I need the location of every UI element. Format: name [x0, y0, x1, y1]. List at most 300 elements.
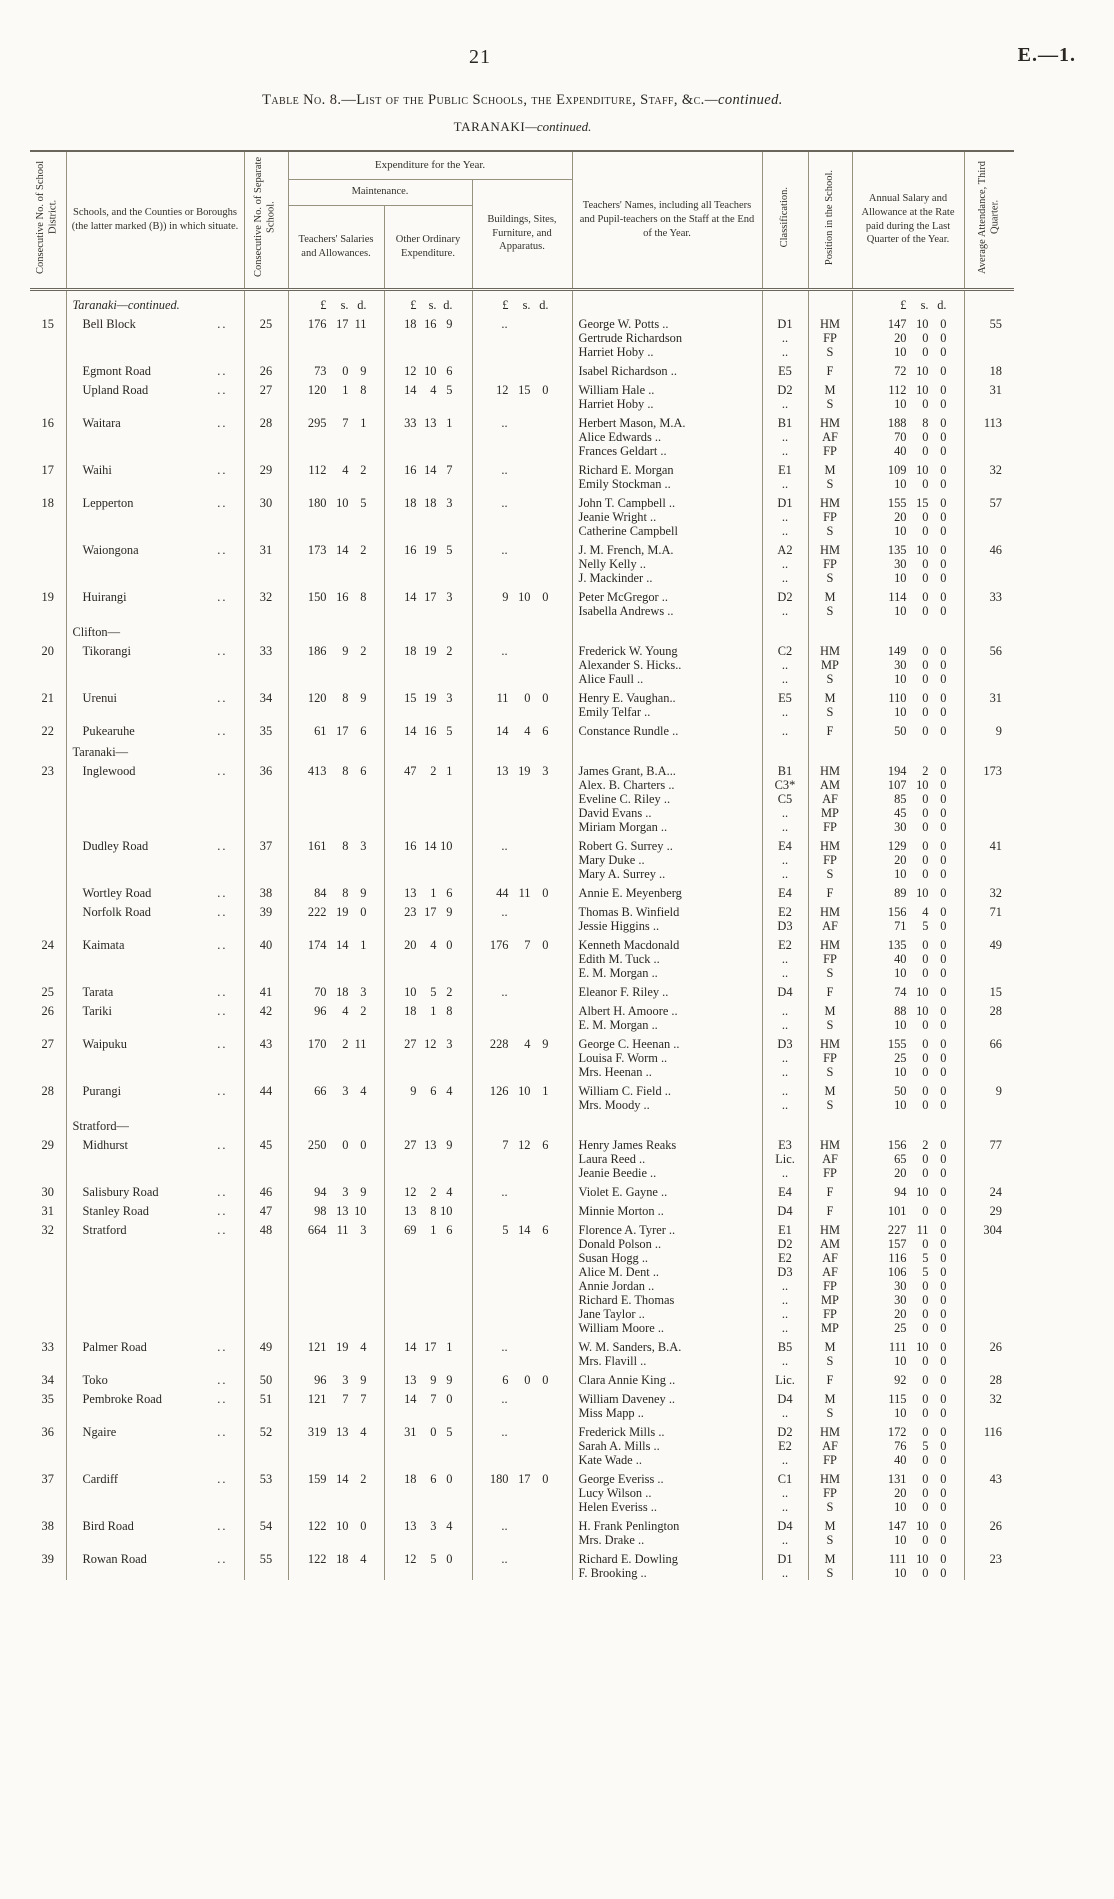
district-number	[30, 378, 66, 397]
shillings-value: 4	[524, 723, 531, 738]
shillings-value: 12	[424, 1036, 437, 1051]
district-number-cell	[30, 1166, 66, 1180]
group-row	[30, 738, 1014, 759]
buildings-cell	[472, 966, 572, 980]
teacher-name: George W. Potts ..	[572, 312, 762, 331]
buildings-cell	[472, 919, 572, 933]
pounds-value: 176	[489, 937, 509, 952]
pounds-value: 10	[894, 603, 907, 618]
attendance-value	[964, 1251, 1014, 1265]
other-expenditure-value	[384, 980, 472, 999]
pence-value: 0	[940, 462, 947, 477]
pence-value: 0	[940, 495, 947, 510]
teacher-name: Sarah A. Mills ..	[572, 1439, 762, 1453]
position-value: M	[808, 378, 852, 397]
teacher-name: William C. Field ..	[572, 1079, 762, 1098]
shillings-value: 0	[922, 1064, 929, 1079]
position-value: HM	[808, 312, 852, 331]
shillings-value: 8	[342, 885, 349, 900]
salaries-cell	[288, 1533, 384, 1547]
classification-value: C3*	[762, 778, 808, 792]
buildings-cell	[472, 1406, 572, 1420]
dots-leader: ..	[217, 1471, 228, 1486]
position-value: HM	[808, 639, 852, 658]
school-name-text: Waitara	[82, 415, 121, 430]
buildings-cell	[472, 806, 572, 820]
shillings-value: 0	[342, 363, 349, 378]
shillings-value: 10	[916, 462, 929, 477]
salaries-value	[288, 900, 384, 919]
school-number-cell	[244, 1018, 288, 1032]
district-number-cell	[30, 1533, 66, 1547]
other-expenditure-value	[384, 686, 472, 705]
pence-value: 0	[940, 671, 947, 686]
pence-value: 0	[940, 1097, 947, 1112]
buildings-cell	[472, 524, 572, 538]
school-number-cell	[244, 1251, 288, 1265]
shillings-value: 10	[518, 589, 531, 604]
school-number: 51	[244, 1387, 288, 1406]
shillings-value: 13	[424, 415, 437, 430]
table-row	[30, 900, 1014, 919]
position-value: FP	[808, 820, 852, 834]
buildings-value	[472, 933, 572, 952]
school-name-cell	[66, 345, 244, 359]
pence-value: 0	[940, 777, 947, 792]
pounds-value: 16	[404, 542, 417, 557]
position-value: AM	[808, 778, 852, 792]
pence-value: 10	[354, 1203, 367, 1218]
shillings-value: 10	[916, 1518, 929, 1533]
teacher-name-cell	[572, 289, 762, 312]
shillings-value: 0	[922, 852, 929, 867]
teacher-name: Miriam Morgan ..	[572, 820, 762, 834]
shillings-value: 10	[916, 885, 929, 900]
dots-leader: ..	[217, 937, 228, 952]
other-expenditure-cell	[384, 1500, 472, 1514]
salaries-cell	[288, 1279, 384, 1293]
pounds-value: 88	[894, 1003, 907, 1018]
buildings-cell	[472, 571, 572, 585]
school-number-cell	[244, 477, 288, 491]
table-row	[30, 1265, 1014, 1279]
classification-value: D3	[762, 1265, 808, 1279]
annual-salary-value	[852, 345, 964, 359]
other-expenditure-cell	[384, 952, 472, 966]
school-number-cell	[244, 604, 288, 618]
dots-leader: ..	[217, 462, 228, 477]
salaries-cell	[288, 331, 384, 345]
header-district-no-text: Consecutive No. of School District.	[35, 160, 59, 274]
header-school-no-text: Consecutive No. of Separate School.	[253, 157, 277, 278]
buildings-value	[472, 458, 572, 477]
pounds-value: 186	[307, 643, 327, 658]
district-number-cell	[30, 1453, 66, 1467]
shillings-value: 11	[336, 1222, 349, 1237]
classification-value: ..	[762, 705, 808, 719]
table-row	[30, 867, 1014, 881]
other-expenditure-cell	[384, 1279, 472, 1293]
shillings-value: 0	[922, 723, 929, 738]
table-row	[30, 557, 1014, 571]
district-number	[30, 881, 66, 900]
pounds-value: 10	[894, 523, 907, 538]
teacher-name: Lucy Wilson ..	[572, 1486, 762, 1500]
teacher-name: Kenneth Macdonald	[572, 933, 762, 952]
pence-value: 0	[940, 1050, 947, 1065]
classification-value: ..	[762, 1166, 808, 1180]
teacher-name-cell	[572, 618, 762, 639]
salaries-cell	[288, 1566, 384, 1580]
annual-salary-value	[852, 1133, 964, 1152]
position-value: MP	[808, 806, 852, 820]
pounds-value: 295	[307, 415, 327, 430]
position-value: FP	[808, 510, 852, 524]
position-value: MP	[808, 1293, 852, 1307]
shillings-value: 6	[430, 1471, 437, 1486]
pence-value: 0	[940, 1036, 947, 1051]
salaries-currency-header	[288, 289, 384, 312]
other-currency-header	[384, 738, 472, 759]
pence-value: 0	[940, 396, 947, 411]
teacher-name: Alice Edwards ..	[572, 430, 762, 444]
annual-salary-value	[852, 966, 964, 980]
shillings-value: 0	[524, 690, 531, 705]
other-expenditure-cell	[384, 1321, 472, 1335]
classification-value: E2	[762, 1439, 808, 1453]
position-value: M	[808, 1335, 852, 1354]
annual-salary-value	[852, 919, 964, 933]
school-name	[66, 999, 244, 1018]
district-number-cell	[30, 672, 66, 686]
header-schools: Schools, and the Counties or Boroughs (the latter marked (B)) in which situate.	[66, 151, 244, 289]
district-number-cell	[30, 477, 66, 491]
district-number-cell	[30, 792, 66, 806]
position-value: F	[808, 719, 852, 738]
pounds-value: 13	[404, 1518, 417, 1533]
pence-value: 0	[940, 1064, 947, 1079]
annual-salary-value	[852, 1533, 964, 1547]
school-number: 27	[244, 378, 288, 397]
pounds-value: 14	[404, 382, 417, 397]
pounds-value: 85	[894, 791, 907, 806]
attendance-value	[964, 1566, 1014, 1580]
teacher-name: Isabel Richardson ..	[572, 359, 762, 378]
shillings-value: 13	[336, 1424, 349, 1439]
pence-value: 3	[360, 838, 367, 853]
pounds-value: 47	[404, 763, 417, 778]
classification-value: ..	[762, 820, 808, 834]
pounds-value: 135	[887, 542, 907, 557]
shillings-value: 4	[922, 904, 929, 919]
attendance-value	[964, 1439, 1014, 1453]
classification-value: E4	[762, 834, 808, 853]
table-row	[30, 444, 1014, 458]
classification-cell	[762, 738, 808, 759]
header-buildings: Buildings, Sites, Furniture, and Apparatus.	[472, 179, 572, 289]
school-number-cell	[244, 1406, 288, 1420]
nil-dots: ..	[501, 462, 508, 477]
buildings-cell	[472, 1166, 572, 1180]
school-number-cell	[244, 1098, 288, 1112]
shillings-value: 16	[336, 589, 349, 604]
shillings-value: 2	[922, 1137, 929, 1152]
pence-value: 3	[446, 495, 453, 510]
annual-salary-value	[852, 491, 964, 510]
pounds-value: 413	[307, 763, 327, 778]
shillings-value: 1	[342, 382, 349, 397]
annual-salary-value	[852, 1018, 964, 1032]
position-value: S	[808, 524, 852, 538]
dots-leader: ..	[217, 1137, 228, 1152]
pounds-value: 44	[496, 885, 509, 900]
other-expenditure-value	[384, 900, 472, 919]
salaries-value	[288, 1420, 384, 1439]
shillings-symbol: s.	[340, 297, 349, 312]
pence-value: 0	[940, 443, 947, 458]
buildings-value	[472, 1079, 572, 1098]
pounds-value: 14	[404, 1339, 417, 1354]
salaries-value	[288, 719, 384, 738]
pence-value: 5	[446, 542, 453, 557]
salaries-cell	[288, 952, 384, 966]
teacher-name: Mrs. Heenan ..	[572, 1065, 762, 1079]
school-name-text: Kaimata	[82, 937, 125, 952]
salaries-cell	[288, 1018, 384, 1032]
buildings-cell	[472, 1354, 572, 1368]
pounds-value: 73	[314, 363, 327, 378]
classification-value: ..	[762, 571, 808, 585]
buildings-cell	[472, 477, 572, 491]
school-number-cell	[244, 1486, 288, 1500]
classification-value: E3	[762, 1133, 808, 1152]
shillings-value: 8	[342, 690, 349, 705]
teacher-name: Emily Telfar ..	[572, 705, 762, 719]
header-teachers-names: Teachers' Names, including all Teachers and Pupil-teachers on the Staff at the End of the Year.	[572, 151, 762, 289]
pence-value: 6	[542, 1222, 549, 1237]
pounds-value: 121	[307, 1339, 327, 1354]
shillings-value: 10	[916, 316, 929, 331]
teacher-name: William Daveney ..	[572, 1387, 762, 1406]
pence-value: 0	[446, 937, 453, 952]
dots-leader: ..	[217, 1184, 228, 1199]
pounds-value: 23	[404, 904, 417, 919]
table-row	[30, 1032, 1014, 1051]
group-row	[30, 1112, 1014, 1133]
shillings-value: 0	[922, 476, 929, 491]
pence-value: 9	[446, 1372, 453, 1387]
annual-salary-value	[852, 1307, 964, 1321]
teacher-name: Mary Duke ..	[572, 853, 762, 867]
shillings-value: 0	[524, 1372, 531, 1387]
table-title	[20, 92, 1025, 109]
other-expenditure-value	[384, 1547, 472, 1566]
table-body	[30, 289, 1014, 1580]
school-number: 41	[244, 980, 288, 999]
school-name-text: Egmont Road	[82, 363, 151, 378]
shillings-value: 14	[336, 937, 349, 952]
pence-value: 3	[446, 690, 453, 705]
classification-value: ..	[762, 1079, 808, 1098]
pounds-value: 222	[307, 904, 327, 919]
pence-value: 5	[446, 723, 453, 738]
group-label: Taranaki—continued.	[66, 289, 244, 312]
district-number-cell	[30, 1279, 66, 1293]
table-row	[30, 820, 1014, 834]
pounds-value: 20	[404, 937, 417, 952]
school-name-text: Waipuku	[82, 1036, 127, 1051]
school-name	[66, 1420, 244, 1439]
nil-dots: ..	[501, 1424, 508, 1439]
pounds-value: 173	[307, 542, 327, 557]
shillings-value: 5	[430, 1551, 437, 1566]
buildings-value	[472, 719, 572, 738]
other-expenditure-cell	[384, 1439, 472, 1453]
salaries-cell	[288, 397, 384, 411]
school-name-text: Lepperton	[82, 495, 134, 510]
teacher-name: Frederick W. Young	[572, 639, 762, 658]
pounds-value: 6	[502, 1372, 509, 1387]
other-expenditure-cell	[384, 820, 472, 834]
school-name-cell	[66, 524, 244, 538]
other-expenditure-cell	[384, 510, 472, 524]
shillings-value: 10	[916, 1003, 929, 1018]
school-name	[66, 378, 244, 397]
table-row	[30, 458, 1014, 477]
district-number-cell	[30, 658, 66, 672]
classification-value: E5	[762, 686, 808, 705]
pounds-value: 147	[887, 1518, 907, 1533]
pence-value: 0	[940, 542, 947, 557]
pounds-value: 111	[888, 1551, 907, 1566]
pounds-value: 96	[314, 1372, 327, 1387]
teacher-name: Harriet Hoby ..	[572, 345, 762, 359]
district-number-cell	[30, 820, 66, 834]
pence-value: 5	[446, 382, 453, 397]
district-number: 39	[41, 1551, 54, 1566]
teacher-name: Jeanie Beedie ..	[572, 1166, 762, 1180]
pence-symbol: d.	[539, 297, 549, 312]
school-name-cell	[66, 658, 244, 672]
pence-value: 1	[360, 937, 367, 952]
pounds-value: 12	[404, 363, 417, 378]
shillings-value: 14	[336, 1471, 349, 1486]
attendance-cell	[964, 738, 1014, 759]
school-number-cell	[244, 618, 288, 639]
buildings-cell	[472, 1152, 572, 1166]
other-expenditure-cell	[384, 1453, 472, 1467]
table-row	[30, 658, 1014, 672]
school-number: 34	[244, 686, 288, 705]
shillings-value: 5	[430, 984, 437, 999]
pounds-value: 161	[307, 838, 327, 853]
pence-value: 5	[360, 495, 367, 510]
classification-cell	[762, 1112, 808, 1133]
school-name-text: Pembroke Road	[82, 1391, 162, 1406]
classification-value: ..	[762, 430, 808, 444]
buildings-cell	[472, 1018, 572, 1032]
table-row	[30, 1152, 1014, 1166]
buildings-value	[472, 1467, 572, 1486]
shillings-value: 2	[922, 763, 929, 778]
table-row	[30, 604, 1014, 618]
shillings-value: 0	[922, 603, 929, 618]
pounds-value: 122	[307, 1518, 327, 1533]
shillings-value: 0	[922, 429, 929, 444]
shillings-value: 0	[922, 1372, 929, 1387]
table-row	[30, 1079, 1014, 1098]
annual-salary-value	[852, 430, 964, 444]
school-name-cell	[66, 1500, 244, 1514]
shillings-value: 0	[922, 1236, 929, 1251]
dots-leader: ..	[217, 763, 228, 778]
school-name	[66, 639, 244, 658]
attendance-value	[964, 510, 1014, 524]
pounds-value: 180	[489, 1471, 509, 1486]
shillings-value: 10	[916, 1339, 929, 1354]
other-expenditure-value	[384, 719, 472, 738]
school-number: 40	[244, 933, 288, 952]
pence-value: 0	[940, 382, 947, 397]
pounds-value: 112	[888, 382, 907, 397]
shillings-value: 0	[430, 1424, 437, 1439]
annual-salary-value	[852, 820, 964, 834]
shillings-value: 14	[518, 1222, 531, 1237]
school-name-text: Dudley Road	[82, 838, 149, 853]
buildings-value	[472, 1387, 572, 1406]
salaries-value	[288, 980, 384, 999]
annual-salary-value	[852, 604, 964, 618]
dots-leader: ..	[217, 382, 228, 397]
pounds-value: 10	[894, 344, 907, 359]
position-value: AF	[808, 919, 852, 933]
pence-value: 9	[360, 363, 367, 378]
other-expenditure-value	[384, 1133, 472, 1152]
shillings-value: 18	[424, 495, 437, 510]
salaries-cell	[288, 1251, 384, 1265]
buildings-value	[472, 1514, 572, 1533]
salaries-cell	[288, 604, 384, 618]
school-name-text: Urenui	[82, 690, 117, 705]
annual-salary-value	[852, 1514, 964, 1533]
pounds-value: 120	[307, 382, 327, 397]
salaries-cell	[288, 853, 384, 867]
teacher-name: Richard E. Dowling	[572, 1547, 762, 1566]
school-number-cell	[244, 966, 288, 980]
other-expenditure-cell	[384, 604, 472, 618]
school-name-cell	[66, 1098, 244, 1112]
nil-dots: ..	[501, 1391, 508, 1406]
page-number: 21	[469, 46, 491, 68]
school-name-cell	[66, 1065, 244, 1079]
salaries-value	[288, 834, 384, 853]
classification-value: D2	[762, 378, 808, 397]
teacher-name: J. Mackinder ..	[572, 571, 762, 585]
other-expenditure-value	[384, 312, 472, 331]
district-number: 26	[41, 1003, 54, 1018]
table-row	[30, 430, 1014, 444]
pence-value: 6	[360, 723, 367, 738]
other-expenditure-cell	[384, 430, 472, 444]
school-name	[66, 1335, 244, 1354]
shillings-value: 19	[424, 690, 437, 705]
pounds-value: 30	[894, 657, 907, 672]
other-expenditure-cell	[384, 331, 472, 345]
school-name-text: Midhurst	[82, 1137, 128, 1152]
table-row	[30, 1218, 1014, 1237]
table-row	[30, 952, 1014, 966]
classification-value: ..	[762, 524, 808, 538]
